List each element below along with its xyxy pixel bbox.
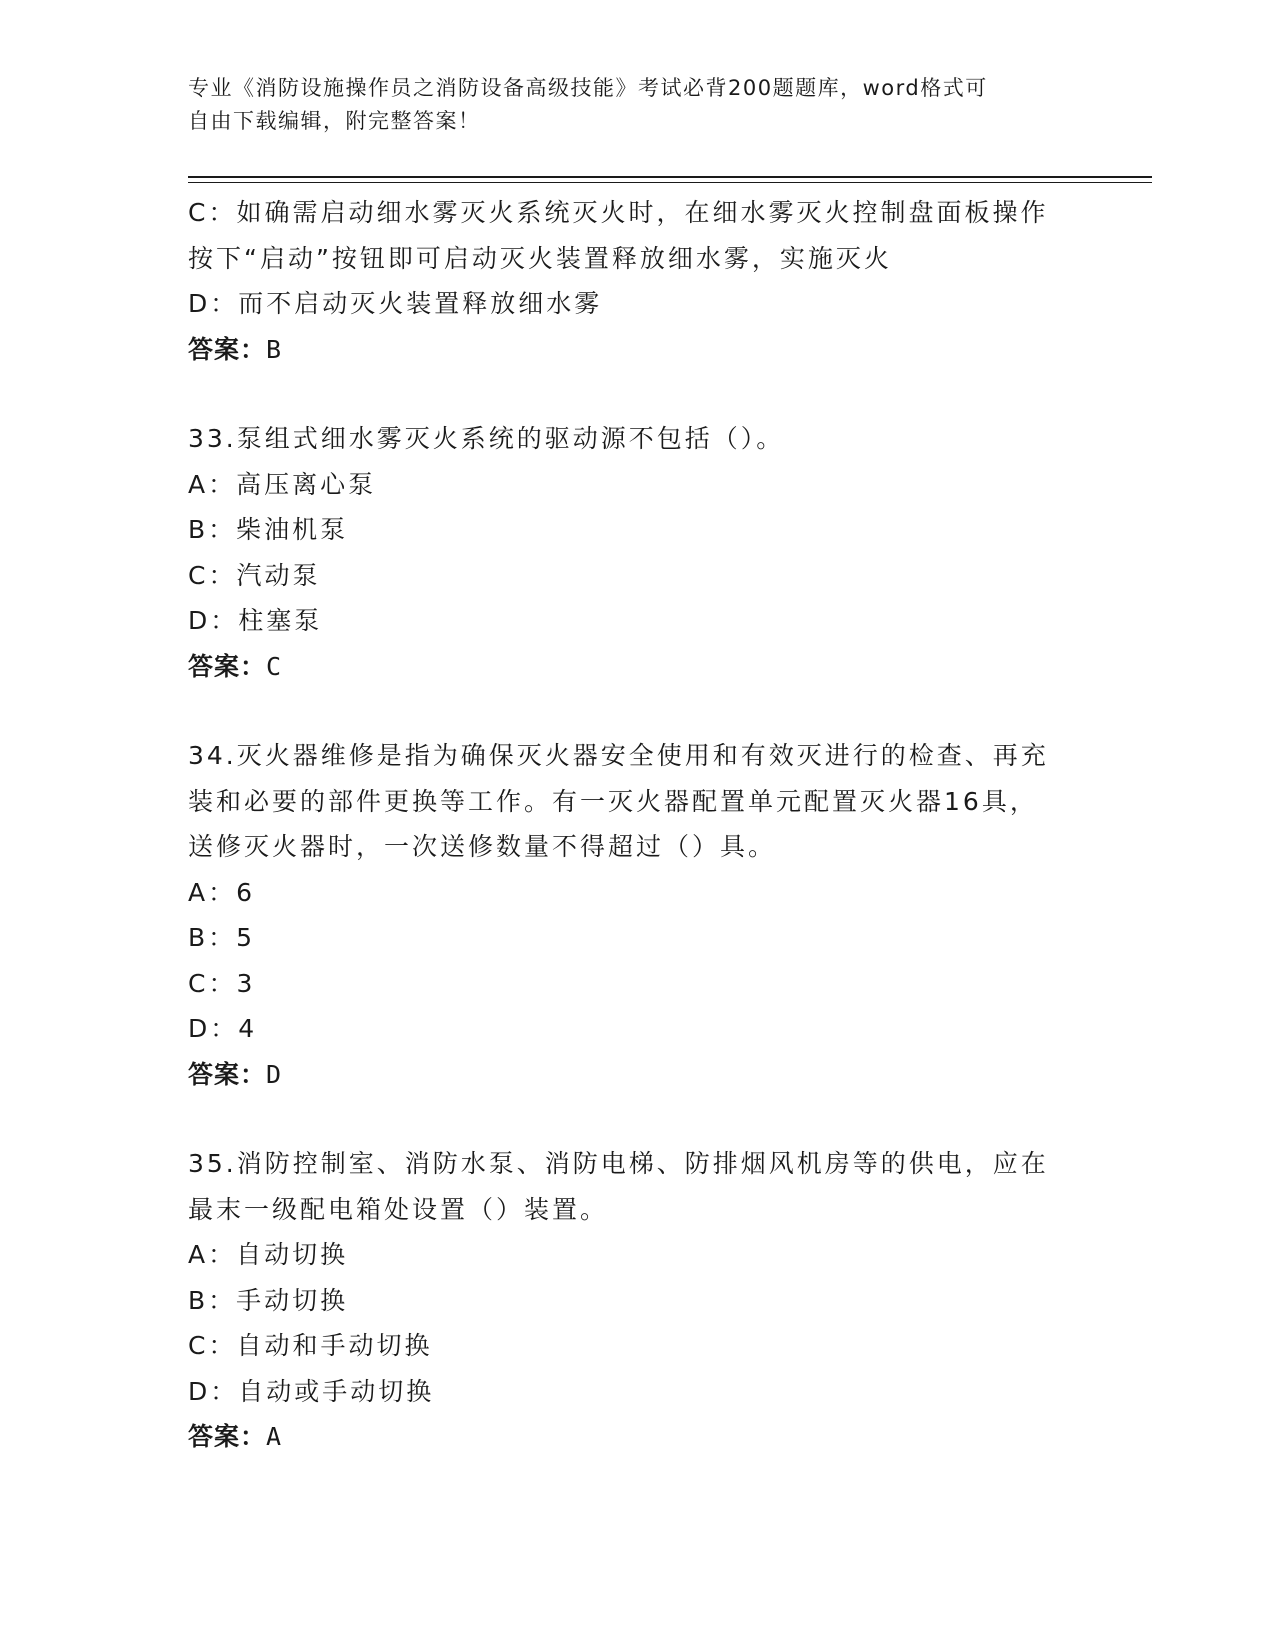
spacer bbox=[188, 689, 1088, 733]
option-b: B：手动切换 bbox=[188, 1285, 349, 1315]
document-header bbox=[188, 72, 1068, 138]
question-35 bbox=[188, 1141, 1088, 1460]
header-divider-thin bbox=[188, 182, 1152, 183]
answer-value: D bbox=[266, 1059, 283, 1089]
question-list bbox=[188, 190, 1088, 1460]
option-d: D：而不启动灭火装置释放细水雾 bbox=[188, 289, 603, 318]
question-stem-line-1: 35.消防控制室、消防水泵、消防电梯、防排烟风机房等的供电，应在 bbox=[188, 1149, 1049, 1178]
answer bbox=[188, 1414, 1088, 1460]
question-32-continuation bbox=[188, 190, 1088, 372]
answer-label: 答案： bbox=[188, 651, 267, 681]
answer bbox=[188, 1052, 1088, 1098]
answer-value: B bbox=[266, 334, 283, 364]
header-divider-thick bbox=[188, 176, 1152, 178]
answer-value: A bbox=[266, 1422, 283, 1451]
option-c-line-1: C：如确需启动细水雾灭火系统灭火时，在细水雾灭火控制盘面板操作 bbox=[188, 198, 1049, 227]
question-34 bbox=[188, 733, 1088, 1097]
option-a: A：6 bbox=[188, 877, 256, 907]
answer bbox=[188, 327, 1088, 373]
question-stem: 33.泵组式细水雾灭火系统的驱动源不包括（）。 bbox=[188, 424, 785, 453]
answer-label: 答案： bbox=[188, 1059, 267, 1089]
header-line-2: 自由下载编辑，附完整答案！ bbox=[188, 109, 481, 133]
option-a: A：高压离心泵 bbox=[188, 469, 377, 499]
question-stem-line-3: 送修灭火器时，一次送修数量不得超过（）具。 bbox=[188, 832, 777, 861]
question-stem-line-1: 34.灭火器维修是指为确保灭火器安全使用和有效灭进行的检查、再充 bbox=[188, 741, 1049, 770]
spacer bbox=[188, 1097, 1088, 1141]
option-a: A：自动切换 bbox=[188, 1240, 349, 1269]
answer-label: 答案： bbox=[188, 1422, 267, 1451]
answer bbox=[188, 644, 1088, 690]
question-stem-line-2: 装和必要的部件更换等工作。有一灭火器配置单元配置灭火器16具， bbox=[188, 786, 1038, 816]
option-b: B：柴油机泵 bbox=[188, 515, 349, 544]
option-c: C：自动和手动切换 bbox=[188, 1331, 433, 1360]
option-d: D：自动或手动切换 bbox=[188, 1376, 435, 1406]
option-d: D：4 bbox=[188, 1014, 258, 1043]
option-b: B：5 bbox=[188, 923, 256, 952]
header-line-1: 专业《消防设施操作员之消防设备高级技能》考试必背200题题库，word格式可 bbox=[188, 76, 988, 100]
option-c: C：3 bbox=[188, 968, 256, 998]
question-stem-line-2: 最末一级配电箱处设置（）装置。 bbox=[188, 1194, 609, 1224]
answer-label: 答案： bbox=[188, 334, 267, 364]
option-d: D：柱塞泵 bbox=[188, 606, 323, 635]
option-c: C：汽动泵 bbox=[188, 560, 321, 590]
option-c-line-2: 按下“启动”按钮即可启动灭火装置释放细水雾，实施灭火 bbox=[188, 243, 892, 273]
question-33 bbox=[188, 416, 1088, 689]
answer-value: C bbox=[266, 651, 283, 681]
spacer bbox=[188, 372, 1088, 416]
